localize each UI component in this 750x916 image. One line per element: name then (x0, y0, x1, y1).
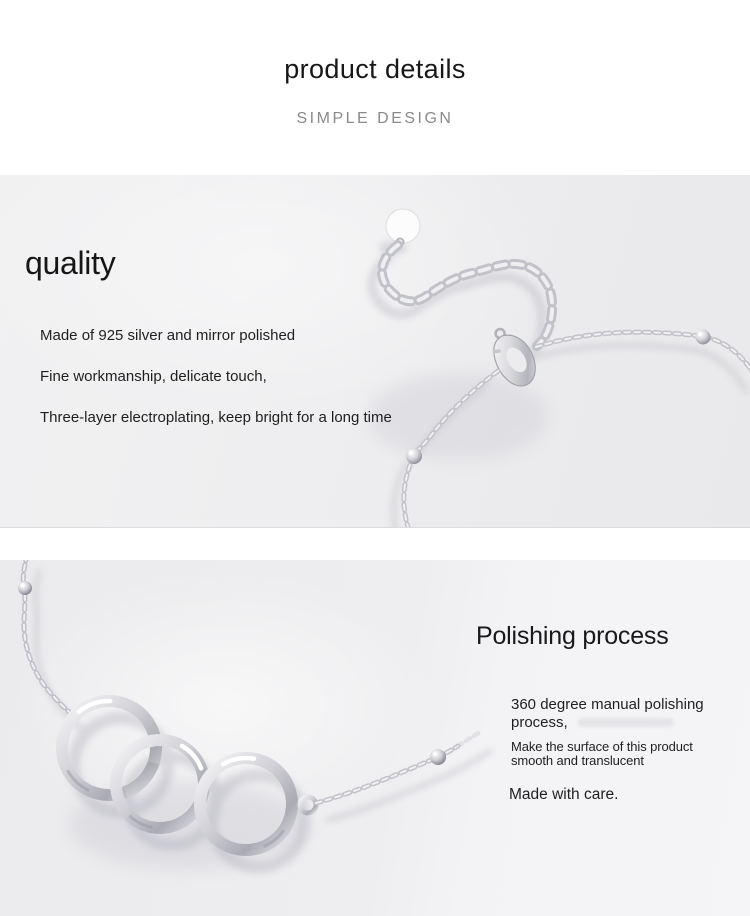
quality-section (0, 175, 750, 528)
faded-watermark (578, 718, 674, 727)
rings-photo (0, 560, 750, 916)
polish-point-2: Make the surface of this product smooth and translucent (511, 739, 693, 768)
cable-chain-right (536, 332, 750, 378)
extension-chain (382, 245, 552, 346)
quality-point: Three-layer electroplating, keep bright for a long time (40, 409, 392, 426)
polish-section (0, 560, 750, 916)
header-section (0, 0, 750, 175)
polish-point-1: 360 degree manual polishing process, (511, 696, 704, 731)
silver-bead-right (696, 330, 711, 345)
bead-cable-chain-left (18, 560, 74, 716)
silver-bead-entry (18, 581, 32, 595)
bead-cable-chain-right (316, 732, 480, 803)
photo-shadows (368, 241, 746, 527)
silver-bead-exit (430, 749, 446, 765)
quality-point: Fine workmanship, delicate touch, (40, 368, 267, 385)
page-subtitle: SIMPLE DESIGN (296, 110, 454, 127)
polish-point-3: Made with care. (509, 786, 619, 803)
quality-point: Made of 925 silver and mirror polished (40, 327, 296, 344)
quality-heading: quality (25, 245, 116, 281)
silver-bead-lower (406, 448, 422, 464)
photo-shadows (35, 572, 490, 869)
connector-link (300, 797, 316, 813)
round-tag-disc (386, 209, 420, 246)
page-title: product details (284, 54, 466, 84)
polish-heading: Polishing process (476, 622, 669, 650)
quality-points (40, 326, 392, 449)
